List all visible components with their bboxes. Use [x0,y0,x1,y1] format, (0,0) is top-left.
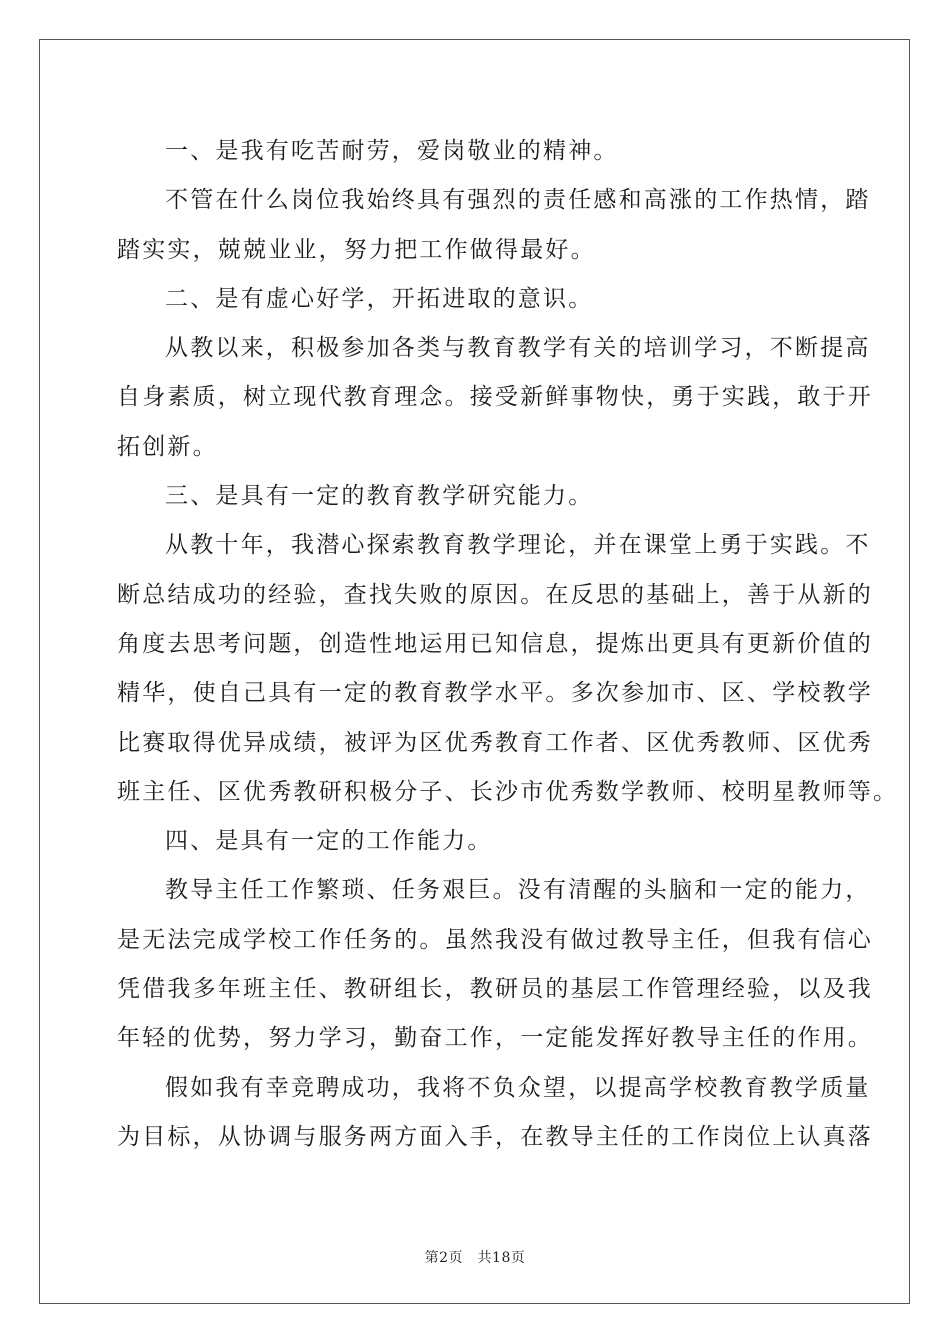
text-line: 班主任、区优秀教研积极分子、长沙市优秀数学教师、校明星教师等。 [117,778,899,805]
text-line: 三、是具有一定的教育教学研究能力。 [165,483,594,510]
text-line: 精华，使自己具有一定的教育教学水平。多次参加市、区、学校教学 [117,680,873,707]
text-line: 为目标，从协调与服务两方面入手，在教导主任的工作岗位上认真落 [117,1123,873,1150]
text-line: 从教十年，我潜心探索教育教学理论，并在课堂上勇于实践。不 [165,532,871,559]
text-line: 自身素质，树立现代教育理念。接受新鲜事物快，勇于实践，敢于开 [117,384,873,411]
text-line: 四、是具有一定的工作能力。 [165,828,493,855]
text-line: 是无法完成学校工作任务的。虽然我没有做过教导主任，但我有信心 [117,926,873,953]
text-line: 比赛取得优异成绩，被评为区优秀教育工作者、区优秀教师、区优秀 [117,729,873,756]
document-body [117,127,899,1162]
text-line: 踏实实，兢兢业业，努力把工作做得最好。 [117,236,596,263]
text-line: 从教以来，积极参加各类与教育教学有关的培训学习，不断提高 [165,335,871,362]
text-line: 二、是有虚心好学，开拓进取的意识。 [165,285,594,312]
text-line: 角度去思考问题，创造性地运用已知信息，提炼出更具有更新价值的 [117,630,873,657]
text-line: 拓创新。 [117,433,218,460]
text-line: 断总结成功的经验，查找失败的原因。在反思的基础上，善于从新的 [117,581,873,608]
page-number-footer: 第2页 共18页 [424,1250,526,1266]
text-line: 不管在什么岗位我始终具有强烈的责任感和高涨的工作热情，踏 [165,187,871,214]
text-line: 教导主任工作繁琐、任务艰巨。没有清醒的头脑和一定的能力， [165,877,871,904]
text-line: 凭借我多年班主任、教研组长，教研员的基层工作管理经验，以及我 [117,976,873,1003]
text-line: 一、是我有吃苦耐劳，爱岗敬业的精神。 [165,138,619,164]
text-line: 假如我有幸竞聘成功，我将不负众望，以提高学校教育教学质量 [165,1074,871,1101]
text-line: 年轻的优势，努力学习，勤奋工作，一定能发挥好教导主任的作用。 [117,1025,873,1052]
